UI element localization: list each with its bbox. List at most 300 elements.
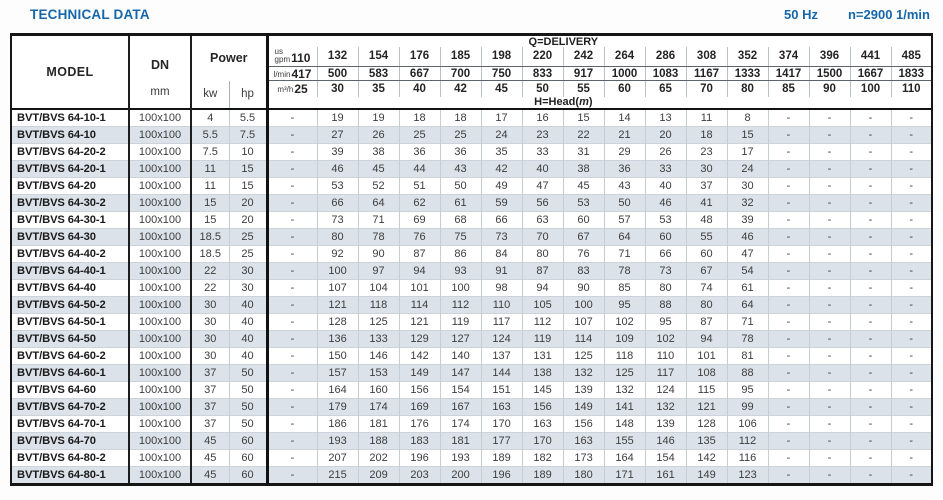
head-value-cell: 66 xyxy=(317,194,358,211)
gpm-value-cell: 220 xyxy=(522,47,563,67)
head-value-cell: 209 xyxy=(358,466,399,484)
head-value-cell: - xyxy=(267,381,317,398)
head-value-cell: 43 xyxy=(604,177,645,194)
dn-cell: 100x100 xyxy=(129,466,191,484)
hp-cell: 40 xyxy=(229,313,267,330)
head-value-cell: - xyxy=(850,381,891,398)
kw-cell: 30 xyxy=(191,330,229,347)
head-value-cell: 88 xyxy=(727,364,768,381)
head-value-cell: 203 xyxy=(399,466,440,484)
head-value-cell: 136 xyxy=(317,330,358,347)
head-value-cell: 215 xyxy=(317,466,358,484)
head-value-cell: 73 xyxy=(645,262,686,279)
head-value-cell: 54 xyxy=(727,262,768,279)
model-cell: BVT/BVS 64-50 xyxy=(11,330,129,347)
head-value-cell: 102 xyxy=(645,330,686,347)
table-row xyxy=(11,194,932,211)
kw-cell: 5.5 xyxy=(191,126,229,143)
head-value-cell: 189 xyxy=(522,466,563,484)
head-value-cell: 137 xyxy=(481,347,522,364)
head-value-cell: - xyxy=(809,330,850,347)
model-cell: BVT/BVS 64-60 xyxy=(11,381,129,398)
head-value-cell: 182 xyxy=(522,449,563,466)
head-value-cell: - xyxy=(850,449,891,466)
model-cell: BVT/BVS 64-20 xyxy=(11,177,129,194)
hp-cell: 20 xyxy=(229,194,267,211)
head-value-cell: - xyxy=(850,245,891,262)
head-value-cell: - xyxy=(850,364,891,381)
head-value-cell: 164 xyxy=(604,449,645,466)
head-value-cell: 154 xyxy=(440,381,481,398)
head-value-cell: 76 xyxy=(563,245,604,262)
head-value-cell: 36 xyxy=(440,143,481,160)
head-value-cell: 157 xyxy=(317,364,358,381)
gpm-value-cell: 154 xyxy=(358,47,399,67)
head-value-cell: 46 xyxy=(645,194,686,211)
m3h-value-cell: 45 xyxy=(481,81,522,97)
head-value-cell: 169 xyxy=(399,398,440,415)
head-value-cell: 87 xyxy=(686,313,727,330)
head-value-cell: 147 xyxy=(440,364,481,381)
head-value-cell: 18 xyxy=(399,109,440,127)
head-value-cell: - xyxy=(267,313,317,330)
head-value-cell: 69 xyxy=(399,211,440,228)
head-value-cell: - xyxy=(768,262,809,279)
dn-cell: 100x100 xyxy=(129,432,191,449)
head-value-cell: 24 xyxy=(481,126,522,143)
dn-label: DN xyxy=(150,57,170,72)
gpm-first-value: 110 xyxy=(291,51,311,66)
head-value-cell: 64 xyxy=(358,194,399,211)
head-value-cell: 39 xyxy=(727,211,768,228)
dn-cell: 100x100 xyxy=(129,347,191,364)
head-value-cell: - xyxy=(809,228,850,245)
m3h-unit-cell xyxy=(267,81,317,97)
head-value-cell: 52 xyxy=(358,177,399,194)
model-cell: BVT/BVS 64-30-1 xyxy=(11,211,129,228)
head-value-cell: - xyxy=(267,347,317,364)
head-value-cell: 50 xyxy=(604,194,645,211)
head-value-cell: 53 xyxy=(563,194,604,211)
head-value-cell: 19 xyxy=(358,109,399,127)
head-value-cell: - xyxy=(809,449,850,466)
gpm-value-cell: 308 xyxy=(686,47,727,67)
gpm-value-cell: 441 xyxy=(850,47,891,67)
head-value-cell: - xyxy=(850,109,891,127)
head-value-cell: - xyxy=(850,330,891,347)
model-cell: BVT/BVS 64-70 xyxy=(11,432,129,449)
lmin-first-value: 417 xyxy=(291,66,312,81)
head-value-cell: - xyxy=(768,330,809,347)
head-value-cell: 62 xyxy=(399,194,440,211)
head-value-cell: - xyxy=(768,109,809,127)
head-value-cell: 41 xyxy=(686,194,727,211)
gpm-unit-cell xyxy=(267,47,317,67)
head-value-cell: 171 xyxy=(604,466,645,484)
head-value-cell: - xyxy=(768,160,809,177)
head-value-cell: 55 xyxy=(686,228,727,245)
lmin-value-cell: 1167 xyxy=(686,67,727,81)
dn-cell: 100x100 xyxy=(129,194,191,211)
kw-cell: 22 xyxy=(191,262,229,279)
head-value-cell: 19 xyxy=(317,109,358,127)
head-value-cell: 110 xyxy=(481,296,522,313)
head-value-cell: - xyxy=(768,364,809,381)
head-value-cell: 179 xyxy=(317,398,358,415)
model-cell: BVT/BVS 64-30 xyxy=(11,228,129,245)
dn-cell: 100x100 xyxy=(129,296,191,313)
head-value-cell: - xyxy=(809,279,850,296)
kw-cell: 45 xyxy=(191,432,229,449)
kw-cell: 37 xyxy=(191,381,229,398)
head-value-cell: 78 xyxy=(358,228,399,245)
hp-cell: 50 xyxy=(229,415,267,432)
head-value-cell: - xyxy=(850,262,891,279)
head-value-cell: 128 xyxy=(317,313,358,330)
head-value-cell: 119 xyxy=(440,313,481,330)
dn-column-header xyxy=(129,35,191,109)
head-value-cell: 167 xyxy=(440,398,481,415)
head-value-cell: - xyxy=(891,313,932,330)
head-value-cell: 63 xyxy=(522,211,563,228)
head-value-cell: 200 xyxy=(440,466,481,484)
head-value-cell: - xyxy=(768,126,809,143)
head-value-cell: - xyxy=(891,415,932,432)
head-value-cell: - xyxy=(267,415,317,432)
head-value-cell: 156 xyxy=(399,381,440,398)
head-value-cell: 45 xyxy=(563,177,604,194)
hp-column-header: hp xyxy=(229,81,267,109)
head-value-cell: - xyxy=(267,398,317,415)
head-value-cell: 36 xyxy=(399,143,440,160)
head-value-cell: 17 xyxy=(727,143,768,160)
page-header xyxy=(30,7,930,22)
head-value-cell: - xyxy=(768,143,809,160)
head-value-cell: 90 xyxy=(358,245,399,262)
dn-cell: 100x100 xyxy=(129,126,191,143)
kw-cell: 18.5 xyxy=(191,228,229,245)
head-value-cell: 24 xyxy=(727,160,768,177)
head-value-cell: - xyxy=(809,245,850,262)
head-value-cell: - xyxy=(850,279,891,296)
head-value-cell: 94 xyxy=(686,330,727,347)
head-value-cell: 101 xyxy=(399,279,440,296)
head-value-cell: 87 xyxy=(399,245,440,262)
head-value-cell: 145 xyxy=(522,381,563,398)
head-value-cell: 112 xyxy=(727,432,768,449)
head-value-cell: 14 xyxy=(604,109,645,127)
head-value-cell: 90 xyxy=(563,279,604,296)
head-value-cell: 16 xyxy=(522,109,563,127)
head-value-cell: 17 xyxy=(481,109,522,127)
head-value-cell: 40 xyxy=(522,160,563,177)
head-value-cell: 155 xyxy=(604,432,645,449)
head-value-cell: 163 xyxy=(563,432,604,449)
head-value-cell: - xyxy=(768,398,809,415)
dn-cell: 100x100 xyxy=(129,364,191,381)
lmin-value-cell: 1000 xyxy=(604,67,645,81)
lmin-unit-cell xyxy=(267,67,317,81)
head-value-cell: - xyxy=(891,177,932,194)
head-value-cell: 53 xyxy=(317,177,358,194)
head-value-cell: - xyxy=(891,262,932,279)
head-value-cell: - xyxy=(267,364,317,381)
hp-cell: 25 xyxy=(229,245,267,262)
head-value-cell: - xyxy=(768,415,809,432)
model-cell: BVT/BVS 64-80-1 xyxy=(11,466,129,484)
hp-cell: 15 xyxy=(229,160,267,177)
head-value-cell: 170 xyxy=(481,415,522,432)
head-value-cell: - xyxy=(891,228,932,245)
head-value-cell: 43 xyxy=(440,160,481,177)
head-value-cell: 125 xyxy=(358,313,399,330)
gpm-value-cell: 264 xyxy=(604,47,645,67)
head-value-cell: - xyxy=(768,381,809,398)
head-value-cell: 76 xyxy=(399,228,440,245)
kw-cell: 37 xyxy=(191,415,229,432)
head-value-cell: 98 xyxy=(481,279,522,296)
head-value-cell: - xyxy=(267,449,317,466)
dn-cell: 100x100 xyxy=(129,211,191,228)
model-cell: BVT/BVS 64-30-2 xyxy=(11,194,129,211)
gpm-value-cell: 132 xyxy=(317,47,358,67)
head-value-cell: 181 xyxy=(358,415,399,432)
head-value-cell: 61 xyxy=(440,194,481,211)
head-value-cell: - xyxy=(891,466,932,484)
head-value-cell: - xyxy=(768,177,809,194)
head-value-cell: 11 xyxy=(686,109,727,127)
table-row xyxy=(11,364,932,381)
head-value-cell: 177 xyxy=(481,432,522,449)
kw-cell: 37 xyxy=(191,398,229,415)
head-value-cell: - xyxy=(850,177,891,194)
table-row xyxy=(11,143,932,160)
head-value-cell: 163 xyxy=(481,398,522,415)
head-value-cell: 193 xyxy=(317,432,358,449)
hp-cell: 20 xyxy=(229,211,267,228)
kw-cell: 45 xyxy=(191,466,229,484)
head-value-cell: 95 xyxy=(645,313,686,330)
head-value-cell: 30 xyxy=(686,160,727,177)
head-value-cell: 42 xyxy=(481,160,522,177)
m3h-value-cell: 70 xyxy=(686,81,727,97)
hp-cell: 50 xyxy=(229,364,267,381)
lmin-value-cell: 1500 xyxy=(809,67,850,81)
head-value-cell: 8 xyxy=(727,109,768,127)
head-value-cell: 67 xyxy=(686,262,727,279)
lmin-value-cell: 1667 xyxy=(850,67,891,81)
head-value-cell: 125 xyxy=(563,347,604,364)
head-value-cell: - xyxy=(809,160,850,177)
head-value-cell: 23 xyxy=(686,143,727,160)
head-value-cell: - xyxy=(809,194,850,211)
head-value-cell: - xyxy=(850,466,891,484)
head-value-cell: 193 xyxy=(440,449,481,466)
head-value-cell: 160 xyxy=(358,381,399,398)
head-value-cell: 61 xyxy=(727,279,768,296)
head-value-cell: 36 xyxy=(604,160,645,177)
kw-cell: 37 xyxy=(191,364,229,381)
hp-cell: 60 xyxy=(229,432,267,449)
head-value-cell: 163 xyxy=(522,415,563,432)
head-value-cell: - xyxy=(809,313,850,330)
head-value-cell: 56 xyxy=(522,194,563,211)
head-value-cell: 164 xyxy=(317,381,358,398)
m3h-value-cell: 100 xyxy=(850,81,891,97)
head-value-cell: 66 xyxy=(481,211,522,228)
head-value-cell: 51 xyxy=(399,177,440,194)
dn-unit-label: mm xyxy=(150,85,170,98)
head-value-cell: 121 xyxy=(399,313,440,330)
head-value-cell: 80 xyxy=(522,245,563,262)
head-value-cell: 146 xyxy=(358,347,399,364)
head-value-cell: 32 xyxy=(727,194,768,211)
head-value-cell: - xyxy=(768,347,809,364)
gpm-unit-label: us gpm xyxy=(274,47,291,64)
head-value-cell: - xyxy=(850,347,891,364)
head-value-cell: 64 xyxy=(604,228,645,245)
gpm-value-cell: 352 xyxy=(727,47,768,67)
head-value-cell: 125 xyxy=(604,364,645,381)
head-value-cell: 140 xyxy=(440,347,481,364)
delivery-title-row xyxy=(11,35,932,47)
head-value-cell: - xyxy=(809,126,850,143)
lmin-value-cell: 833 xyxy=(522,67,563,81)
head-value-cell: 93 xyxy=(440,262,481,279)
kw-cell: 30 xyxy=(191,347,229,364)
table-body xyxy=(11,109,932,485)
head-value-cell: 132 xyxy=(563,364,604,381)
head-value-cell: 173 xyxy=(563,449,604,466)
head-value-cell: - xyxy=(850,160,891,177)
table-header xyxy=(11,35,932,109)
technical-data-table-wrap xyxy=(10,33,933,486)
head-value-cell: - xyxy=(891,347,932,364)
kw-cell: 11 xyxy=(191,160,229,177)
head-value-cell: - xyxy=(891,160,932,177)
table-row xyxy=(11,160,932,177)
dn-cell: 100x100 xyxy=(129,160,191,177)
head-value-cell: 154 xyxy=(645,449,686,466)
head-value-cell: 30 xyxy=(727,177,768,194)
head-value-cell: - xyxy=(768,228,809,245)
head-value-cell: 112 xyxy=(440,296,481,313)
model-cell: BVT/BVS 64-10-1 xyxy=(11,109,129,127)
head-value-cell: 80 xyxy=(645,279,686,296)
head-value-cell: 141 xyxy=(604,398,645,415)
head-value-cell: - xyxy=(267,228,317,245)
m3h-value-cell: 55 xyxy=(563,81,604,97)
m3h-value-cell: 90 xyxy=(809,81,850,97)
hp-cell: 7.5 xyxy=(229,126,267,143)
gpm-value-cell: 286 xyxy=(645,47,686,67)
head-value-cell: - xyxy=(891,245,932,262)
head-value-cell: 156 xyxy=(563,415,604,432)
head-value-cell: 37 xyxy=(686,177,727,194)
head-value-cell: - xyxy=(891,109,932,127)
head-value-cell: 106 xyxy=(727,415,768,432)
gpm-value-cell: 374 xyxy=(768,47,809,67)
dn-cell: 100x100 xyxy=(129,415,191,432)
kw-cell: 30 xyxy=(191,296,229,313)
head-value-cell: 31 xyxy=(563,143,604,160)
head-value-cell: - xyxy=(891,126,932,143)
model-cell: BVT/BVS 64-20-2 xyxy=(11,143,129,160)
table-row xyxy=(11,330,932,347)
head-value-cell: 46 xyxy=(317,160,358,177)
gpm-value-cell: 242 xyxy=(563,47,604,67)
head-value-cell: 105 xyxy=(522,296,563,313)
kw-cell: 4 xyxy=(191,109,229,127)
m3h-first-value: 25 xyxy=(294,81,308,96)
head-value-cell: 107 xyxy=(563,313,604,330)
table-row xyxy=(11,415,932,432)
head-value-cell: 174 xyxy=(440,415,481,432)
head-value-cell: 70 xyxy=(522,228,563,245)
head-value-cell: - xyxy=(891,143,932,160)
head-value-cell: 48 xyxy=(686,211,727,228)
head-value-cell: 21 xyxy=(604,126,645,143)
table-row xyxy=(11,279,932,296)
head-value-cell: 60 xyxy=(563,211,604,228)
head-value-cell: 33 xyxy=(645,160,686,177)
head-value-cell: 156 xyxy=(522,398,563,415)
m3h-unit-label: m³/h xyxy=(277,85,294,95)
head-value-cell: - xyxy=(809,296,850,313)
technical-data-table xyxy=(10,33,933,486)
model-cell: BVT/BVS 64-40-1 xyxy=(11,262,129,279)
head-value-cell: - xyxy=(809,262,850,279)
head-value-cell: 207 xyxy=(317,449,358,466)
head-value-cell: 174 xyxy=(358,398,399,415)
head-value-cell: 149 xyxy=(563,398,604,415)
table-row xyxy=(11,228,932,245)
head-value-cell: - xyxy=(850,211,891,228)
head-value-cell: 23 xyxy=(522,126,563,143)
hp-cell: 30 xyxy=(229,279,267,296)
lmin-value-cell: 1417 xyxy=(768,67,809,81)
model-cell: BVT/BVS 64-50-2 xyxy=(11,296,129,313)
table-row xyxy=(11,177,932,194)
head-value-cell: 128 xyxy=(686,415,727,432)
head-value-cell: 117 xyxy=(481,313,522,330)
kw-column-header: kw xyxy=(191,81,229,109)
head-value-cell: 40 xyxy=(645,177,686,194)
model-cell: BVT/BVS 64-10 xyxy=(11,126,129,143)
head-value-cell: 39 xyxy=(317,143,358,160)
hp-cell: 40 xyxy=(229,347,267,364)
model-cell: BVT/BVS 64-80-2 xyxy=(11,449,129,466)
head-value-cell: 15 xyxy=(727,126,768,143)
m3h-value-cell: 35 xyxy=(358,81,399,97)
head-value-cell: 71 xyxy=(604,245,645,262)
head-value-cell: 33 xyxy=(522,143,563,160)
lmin-value-cell: 1333 xyxy=(727,67,768,81)
head-value-cell: 118 xyxy=(358,296,399,313)
head-value-cell: 107 xyxy=(317,279,358,296)
head-value-cell: - xyxy=(768,296,809,313)
head-value-cell: 47 xyxy=(522,177,563,194)
kw-cell: 11 xyxy=(191,177,229,194)
head-value-cell: 196 xyxy=(481,466,522,484)
gpm-value-cell: 485 xyxy=(891,47,932,67)
head-value-cell: 95 xyxy=(604,296,645,313)
dn-cell: 100x100 xyxy=(129,398,191,415)
head-value-cell: 151 xyxy=(481,381,522,398)
hp-cell: 25 xyxy=(229,228,267,245)
table-row xyxy=(11,109,932,127)
gpm-value-cell: 396 xyxy=(809,47,850,67)
